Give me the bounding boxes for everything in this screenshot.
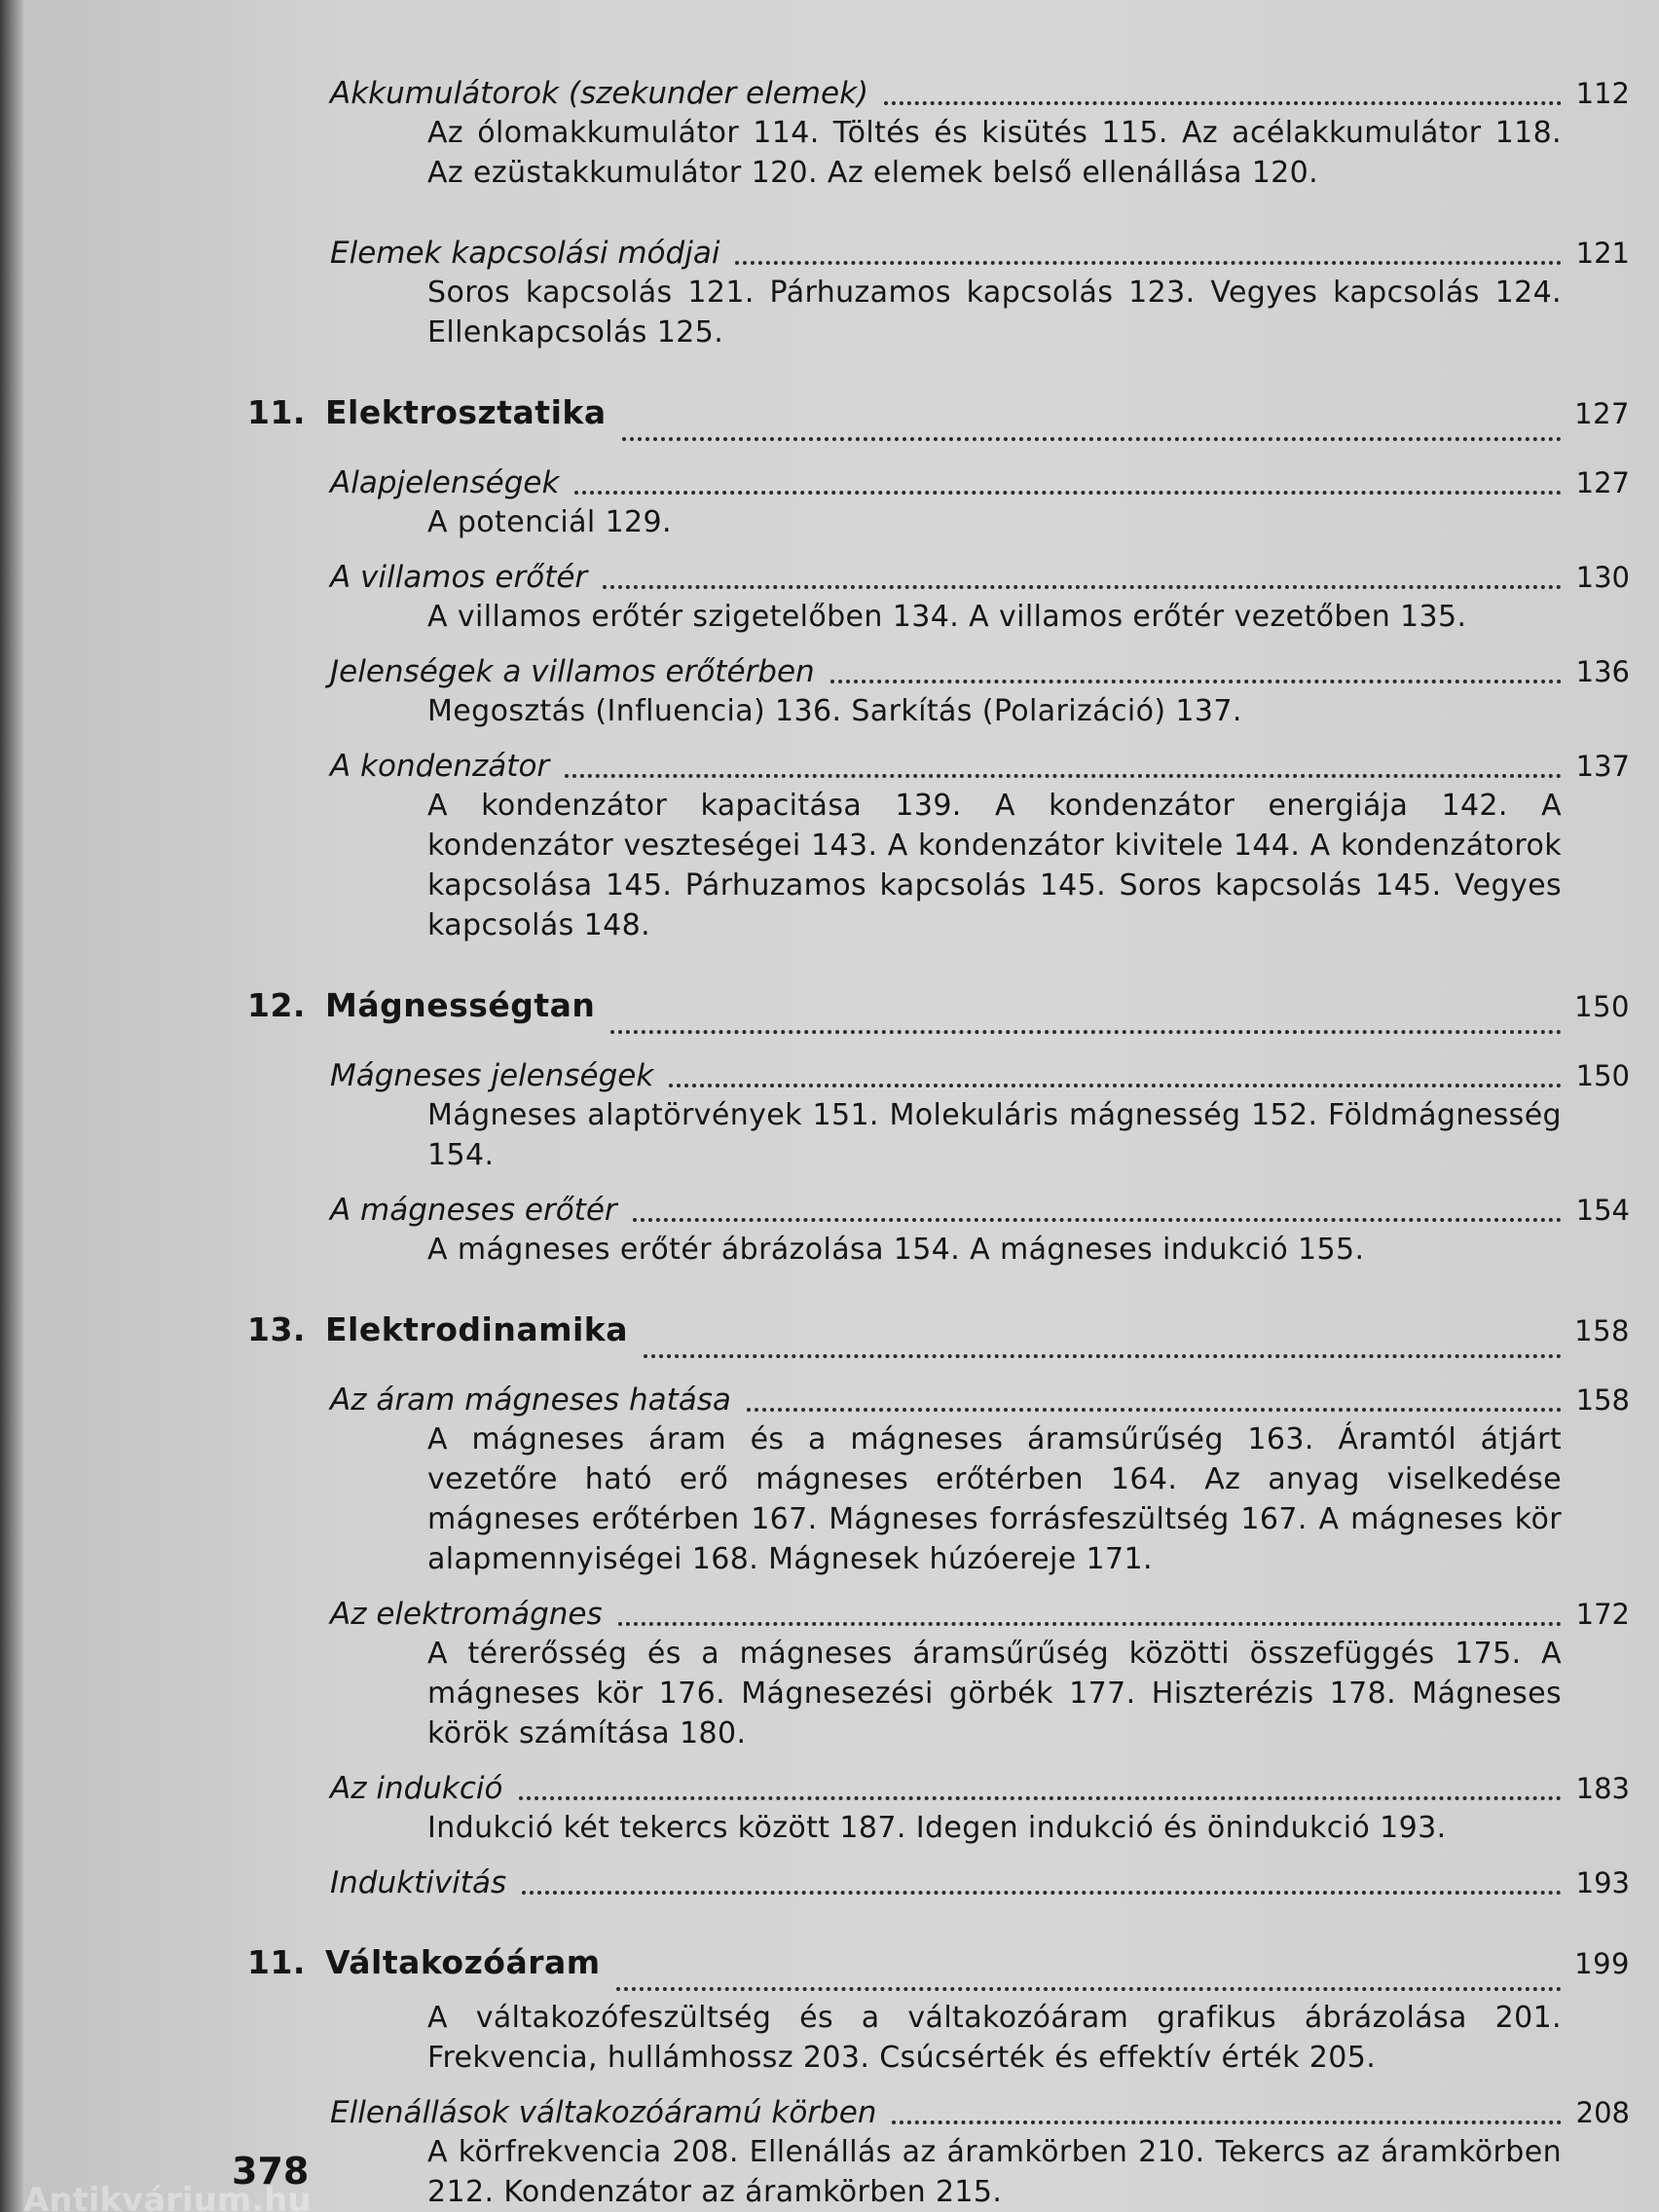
chapter-page-number: 150	[1574, 990, 1630, 1023]
book-spine-shadow	[0, 0, 23, 2212]
section-page-number: 183	[1575, 1772, 1630, 1805]
chapter-title: Mágnességtan	[325, 986, 596, 1024]
toc-chapter-body	[330, 1998, 1630, 2078]
page-number: 378	[232, 2150, 310, 2193]
toc-section-heading	[330, 1595, 1630, 1634]
toc-section-heading	[330, 2093, 1630, 2132]
dot-leader	[735, 261, 1562, 265]
toc-section	[330, 74, 1630, 193]
section-title: Ellenállások váltakozóáramú körben	[330, 2095, 877, 2130]
chapter-page-number: 127	[1574, 397, 1630, 430]
toc-section-heading	[330, 747, 1630, 786]
section-subtopics: Indukció két tekercs között 187. Idegen indukció és önindukció 193.	[427, 1811, 1447, 1845]
chapter-number: 12.	[247, 986, 306, 1024]
section-subtopics: A mágneses áram és a mágneses áramsűrűség 163. Áramtól átjárt vezetőre ható erő mágneses erőtérben 164. Az anyag viselkedése mágneses erőtérben 167. Mágneses forrásfeszültség 167. A mágneses kör alapmennyiségei 168. Mágnesek húzóereje 171.	[427, 1422, 1562, 1576]
section-subtopics: Soros kapcsolás 121. Párhuzamos kapcsolás 123. Vegyes kapcsolás 124. Ellenkapcsolás 125.	[427, 276, 1562, 350]
section-title: Elemek kapcsolási módjai	[330, 236, 720, 271]
dot-leader	[892, 2120, 1562, 2124]
section-page-number: 208	[1575, 2096, 1630, 2129]
dot-leader	[884, 101, 1562, 105]
toc-section-heading	[330, 1863, 1630, 1902]
toc-section-heading	[330, 74, 1630, 113]
section-subtopics: A kondenzátor kapacitása 139. A kondenzátor energiája 142. A kondenzátor veszteségei 143. A kondenzátor kivitele 144. A kondenzátorok kapcsolása 145. Párhuzamos kapcsolás 145. Soros kapcsolás 145. Vegyes kapcsolás 148.	[427, 789, 1562, 942]
section-title: Az áram mágneses hatása	[330, 1382, 731, 1418]
chapter-title: Elektrosztatika	[325, 393, 607, 431]
toc-section	[330, 747, 1630, 945]
toc-section-heading	[330, 652, 1630, 691]
section-title: A villamos erőtér	[330, 560, 588, 595]
toc-section-heading	[330, 1056, 1630, 1095]
chapter-number: 11.	[247, 1943, 306, 1981]
section-page-number: 150	[1575, 1059, 1630, 1092]
toc-section	[330, 1769, 1630, 1848]
chapter-page-number: 199	[1574, 1947, 1630, 1980]
chapter-subtopics: A váltakozófeszültség és a váltakozóáram grafikus ábrázolása 201. Frekvencia, hullámhossz 203. Csúcsérték és effektív érték 205.	[427, 2001, 1562, 2075]
section-page-number: 121	[1575, 237, 1630, 270]
dot-leader	[519, 1796, 1563, 1800]
toc-section	[330, 558, 1630, 637]
toc-chapter	[247, 378, 1630, 448]
section-page-number: 193	[1575, 1866, 1630, 1899]
section-page-number: 136	[1575, 655, 1630, 688]
section-subtopics: Az ólomakkumulátor 114. Töltés és kisütés 115. Az acélakkumulátor 118. Az ezüstakkumulátor 120. Az elemek belső ellenállása 120.	[427, 116, 1562, 190]
toc-section-heading	[330, 1191, 1630, 1230]
dot-leader	[747, 1408, 1562, 1412]
section-page-number: 172	[1575, 1598, 1630, 1631]
chapter-heading	[325, 378, 1630, 449]
section-title: Az elektromágnes	[330, 1597, 603, 1632]
toc-section-heading	[330, 234, 1630, 273]
toc-section	[330, 1191, 1630, 1270]
dot-leader	[633, 1218, 1562, 1222]
table-of-contents	[247, 58, 1630, 2212]
dot-leader	[622, 437, 1562, 441]
section-subtopics: A körfrekvencia 208. Ellenállás az áramkörben 210. Tekercs az áramkörben 212. Kondenzátor az áramkörben 215.	[427, 2135, 1562, 2209]
section-subtopics: A potenciál 129.	[427, 505, 672, 539]
section-subtopics: A villamos erőtér szigetelőben 134. A villamos erőtér vezetőben 135.	[427, 600, 1467, 634]
toc-chapter	[247, 971, 1630, 1041]
section-title: Akkumulátorok (szekunder elemek)	[330, 76, 869, 111]
section-title: Jelenségek a villamos erőtérben	[330, 654, 815, 689]
dot-leader	[574, 491, 1562, 495]
toc-section	[330, 2093, 1630, 2212]
toc-section	[330, 1863, 1630, 1902]
section-page-number: 158	[1575, 1383, 1630, 1417]
dot-leader	[603, 585, 1562, 589]
chapter-title: Váltakozóáram	[325, 1943, 601, 1981]
toc-chapter	[247, 1295, 1630, 1365]
dot-leader	[669, 1084, 1562, 1088]
section-title: Alapjelenségek	[330, 465, 560, 500]
toc-section	[330, 234, 1630, 352]
watermark-text: Antikvárium.hu	[23, 2181, 312, 2212]
section-title: Induktivitás	[330, 1865, 507, 1900]
toc-section	[330, 1056, 1630, 1175]
dot-leader	[644, 1354, 1562, 1358]
section-title: A mágneses erőtér	[330, 1193, 617, 1228]
section-page-number: 154	[1575, 1194, 1630, 1227]
toc-section	[330, 1381, 1630, 1579]
toc-section	[330, 652, 1630, 731]
section-title: Mágneses jelenségek	[330, 1058, 654, 1093]
section-title: A kondenzátor	[330, 749, 550, 784]
section-page-number: 137	[1575, 750, 1630, 783]
toc-section-heading	[330, 1381, 1630, 1419]
dot-leader	[565, 774, 1562, 778]
section-subtopics: A térerősség és a mágneses áramsűrűség közötti összefüggés 175. A mágneses kör 176. Mágnesezési görbék 177. Hiszterézis 178. Mágneses körök számítása 180.	[427, 1637, 1562, 1751]
chapter-page-number: 158	[1574, 1314, 1630, 1347]
section-subtopics: Megosztás (Influencia) 136. Sarkítás (Polarizáció) 137.	[427, 694, 1242, 728]
section-page-number: 127	[1575, 466, 1630, 499]
chapter-heading	[325, 1295, 1630, 1366]
chapter-number: 11.	[247, 393, 306, 431]
section-subtopics: Mágneses alaptörvények 151. Molekuláris mágnesség 152. Földmágnesség 154.	[427, 1098, 1562, 1172]
dot-leader	[616, 1987, 1562, 1991]
section-page-number: 130	[1575, 561, 1630, 594]
dot-leader	[522, 1891, 1562, 1895]
chapter-heading	[325, 1928, 1630, 1999]
toc-section-heading	[330, 1769, 1630, 1808]
toc-section	[330, 463, 1630, 542]
chapter-title: Elektrodinamika	[325, 1310, 629, 1348]
dot-leader	[830, 680, 1562, 683]
toc-section-heading	[330, 558, 1630, 597]
dot-leader	[618, 1622, 1562, 1626]
toc-section	[330, 1595, 1630, 1753]
toc-section-heading	[330, 463, 1630, 502]
toc-chapter	[247, 1928, 1630, 1998]
section-title: Az indukció	[330, 1771, 503, 1806]
section-subtopics: A mágneses erőtér ábrázolása 154. A mágneses indukció 155.	[427, 1233, 1365, 1267]
chapter-heading	[325, 971, 1630, 1042]
section-page-number: 112	[1575, 77, 1630, 110]
chapter-number: 13.	[247, 1310, 306, 1348]
dot-leader	[610, 1030, 1562, 1034]
book-page	[23, 0, 1659, 2212]
